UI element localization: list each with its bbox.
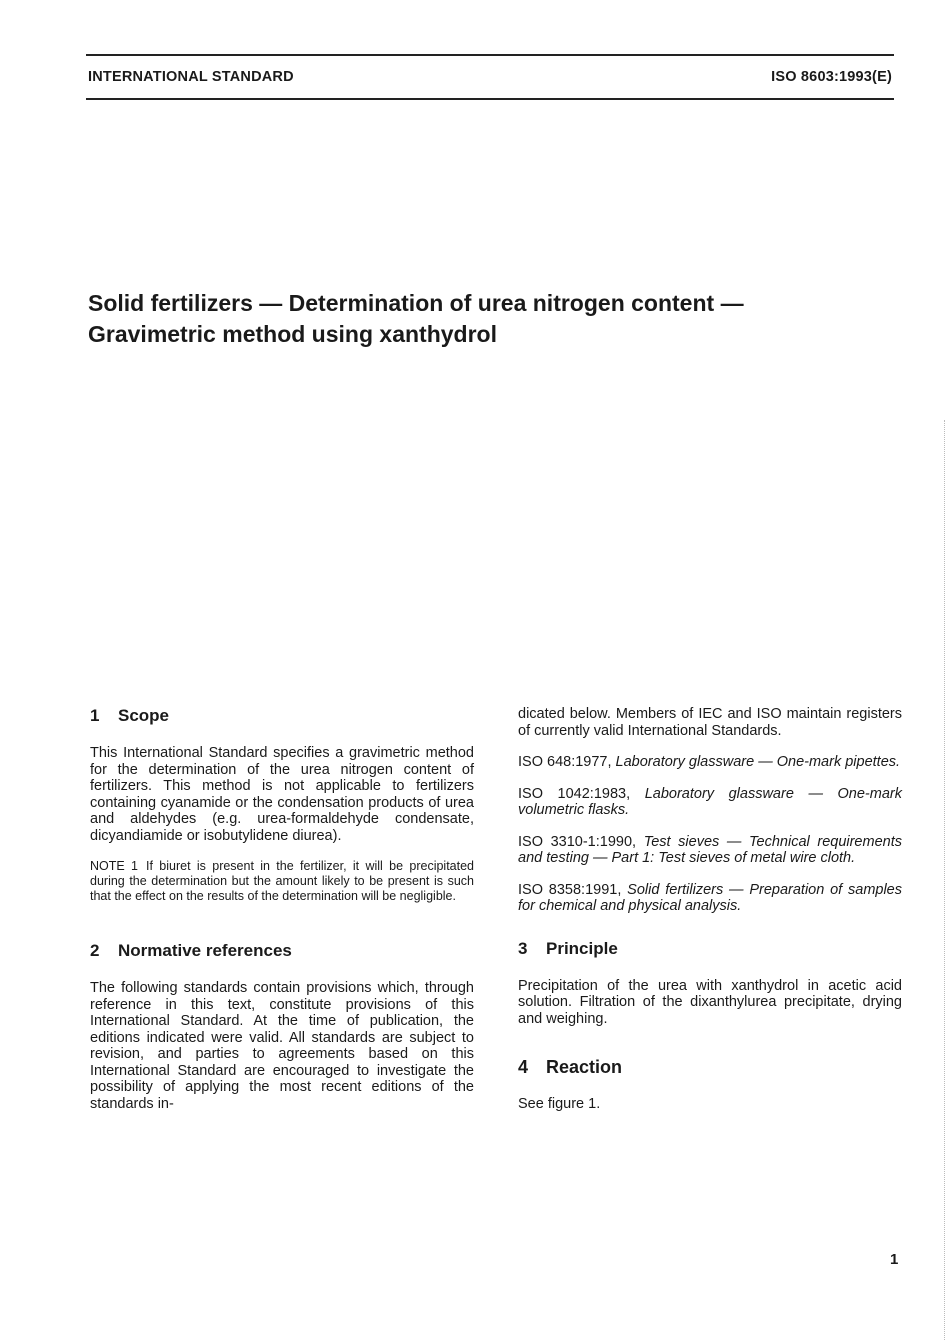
scan-edge <box>944 420 948 1340</box>
header-standard-label: INTERNATIONAL STANDARD <box>88 69 294 85</box>
normative-paragraph: The following standards contain provisions which, through reference in this text, constitute provisions of this International Standard. At the time of publication, the editions indicated were valid. All standards are subject to revision, and parties to agreements based on this International Standard are encouraged to investigate the possibility of applying the most recent editions of the standards in- <box>90 980 474 1112</box>
note-text: If biuret is present in the fertilizer, it will be precipitated during the determination but the amount likely to be present is such that the effect on the results of the determination will be negligible. <box>90 859 474 903</box>
principle-paragraph: Precipitation of the urea with xanthydrol in acetic acid solution. Filtration of the dixanthylurea precipitate, drying and weighing. <box>518 977 902 1027</box>
reference-code: ISO 1042:1983, <box>518 785 631 802</box>
reaction-paragraph: See figure 1. <box>518 1096 601 1112</box>
section-number: 2 <box>90 941 100 960</box>
reference-item <box>518 754 902 771</box>
document-title <box>88 288 888 350</box>
reference-item <box>518 786 902 819</box>
section-number: 1 <box>90 706 100 725</box>
reference-code: ISO 3310-1:1990, <box>518 833 637 850</box>
section-number: 4 <box>518 1057 529 1077</box>
section-heading-principle <box>518 939 902 959</box>
header-rule-bottom <box>86 98 894 100</box>
title-line-1: Solid fertilizers — Determination of urea nitrogen content — <box>88 290 744 316</box>
normative-continuation: dicated below. Members of IEC and ISO maintain registers of currently valid International Standards. <box>518 706 902 739</box>
section-title: Reaction <box>546 1057 623 1077</box>
header-rule-top <box>86 54 894 56</box>
reference-item <box>518 834 902 867</box>
section-heading-scope <box>90 706 474 726</box>
reference-title: Laboratory glassware — One-mark volumetric flasks. <box>518 785 902 818</box>
reference-item <box>518 882 902 915</box>
page-number: 1 <box>890 1251 899 1268</box>
section-title: Scope <box>118 706 170 725</box>
reference-title: Solid fertilizers — Preparation of samples for chemical and physical analysis. <box>518 881 902 914</box>
reference-title: Test sieves — Technical requirements and testing — Part 1: Test sieves of metal wire cloth. <box>518 833 902 866</box>
reference-title: Laboratory glassware — One-mark pipettes. <box>615 754 901 770</box>
header-standard-number: ISO 8603:1993(E) <box>771 69 892 85</box>
scope-paragraph: This International Standard specifies a gravimetric method for the determination of the urea nitrogen content of fertilizers. This method is not applicable to fertilizers containing cyanamide or the condensation products of urea and aldehydes (e.g. urea-formaldehyde condensate, dicyandiamide or isobutylidene diurea). <box>90 745 474 844</box>
title-line-2: Gravimetric method using xanthydrol <box>88 321 497 347</box>
section-title: Normative references <box>118 941 292 960</box>
note-1 <box>90 859 474 904</box>
note-label: NOTE 1 <box>90 859 139 873</box>
section-heading-reaction <box>518 1057 902 1077</box>
section-title: Principle <box>546 938 618 958</box>
reference-code: ISO 648:1977, <box>518 754 612 770</box>
right-column <box>518 706 902 1113</box>
reference-code: ISO 8358:1991, <box>518 881 622 898</box>
section-heading-normative-references <box>90 941 474 961</box>
left-column <box>90 706 474 1112</box>
section-number: 3 <box>518 938 528 958</box>
